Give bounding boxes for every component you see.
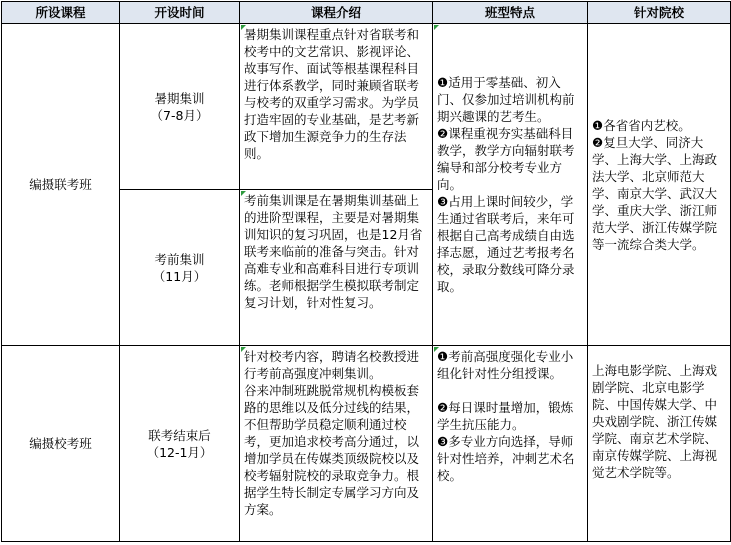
schools-joint-exam: ❶各省省内艺校。 ❷复旦大学、同济大学、上海大学、上海政法大学、北京师范大学、南京大学、武汉大学、重庆大学、浙江师范大学、浙江传媒学院等一流综合类大学。 xyxy=(588,24,731,346)
course-table xyxy=(1,1,731,542)
features-joint-exam: ❶适用于零基础、初入门、仅参加过培训机构前期兴趣课的艺考生。 ❷课程重视夯实基础科目教学，教学方向辐射联考编导和部分校考专业方向。 ❸占用上课时间较少，学生通过省联考后，来年可根据自己高考成绩自由选择志愿，通过艺考报考名校，录取分数线可降分录取。 xyxy=(433,24,588,346)
course-school-exam: 编摄校考班 xyxy=(2,346,120,542)
time-summer: 暑期集训 （7-8月） xyxy=(120,24,240,190)
table-row-school-exam xyxy=(2,346,731,542)
schools-school-exam: 上海电影学院、上海戏剧学院、北京电影学院、中国传媒大学、中央戏剧学院、浙江传媒学院、南京艺术学院、南京传媒学院、上海视觉艺术学院等。 xyxy=(588,346,731,542)
header-intro: 课程介绍 xyxy=(240,2,433,24)
intro-prefinal: 考前集训课是在暑期集训基础上的进阶型课程，主要是对暑期集训知识的复习巩固，也是12月省联考来临前的准备与突击。针对高难专业和高难科目进行专项训练。老师根据学生模拟联考制定复习计划，针对性复习。 xyxy=(240,190,433,346)
intro-summer: 暑期集训课程重点针对省联考和校考中的文艺常识、影视评论、故事写作、面试等根基课程科目进行体系教学，同时兼顾省联考与校考的双重学习需求。为学员打造牢固的专业基础，是艺考新政下增加生源竞争力的生存法则。 xyxy=(240,24,433,190)
table-row-joint-exam-summer xyxy=(2,24,731,190)
header-course: 所设课程 xyxy=(2,2,120,24)
header-time: 开设时间 xyxy=(120,2,240,24)
intro-post-exam: 针对校考内容，聘请名校教授进行考前高强度冲刺集训。 谷来冲制班跳脱常规机构模板套路的思维以及低分过线的结果，不但帮助学员稳定顺利通过校考，更加追求校考高分通过，以增加学员在传媒类顶级院校以及校考辐射院校的录取竞争力。根据学生特长制定专属学习方向及方案。 xyxy=(240,346,433,542)
features-school-exam: ❶考前高强度强化专业小组化针对性分组授课。 ❷每日课时量增加，锻炼学生抗压能力。 ❸多专业方向选择，导师针对性培养，冲刺艺术名校。 xyxy=(433,346,588,542)
time-prefinal: 考前集训 （11月） xyxy=(120,190,240,346)
header-features: 班型特点 xyxy=(433,2,588,24)
course-joint-exam: 编摄联考班 xyxy=(2,24,120,346)
header-row xyxy=(2,2,731,24)
time-post-exam: 联考结束后 （12-1月） xyxy=(120,346,240,542)
header-schools: 针对院校 xyxy=(588,2,731,24)
